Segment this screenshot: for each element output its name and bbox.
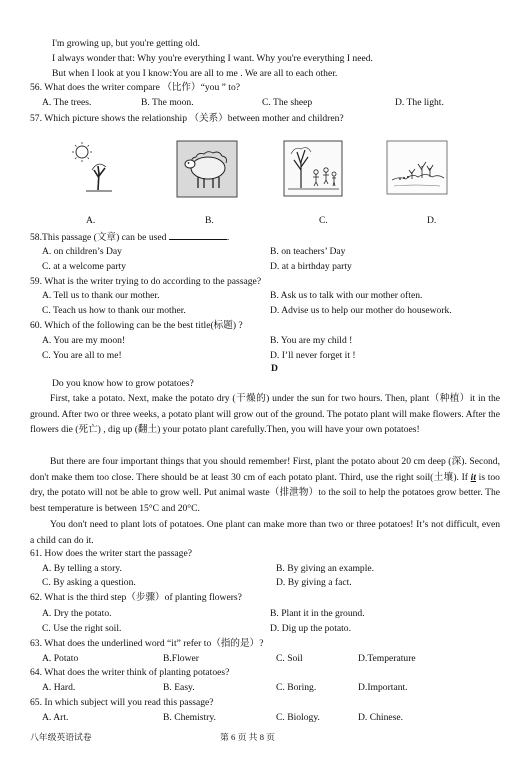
- poem-line-1: I'm growing up, but you're getting old.: [52, 38, 200, 49]
- question-58: [30, 231, 229, 244]
- question-59: 59. What is the writer trying to do according to the passage?: [30, 276, 262, 287]
- q58-option-d: D. at a birthday party: [270, 261, 352, 272]
- q60-option-c: C. You are all to me!: [42, 350, 122, 361]
- question-63: 63. What does the underlined word “it” refer to（指的是）?: [30, 638, 264, 649]
- q56-option-d: D. The light.: [395, 97, 444, 108]
- q60-answer-letter: D: [271, 363, 278, 374]
- q62-option-c: C. Use the right soil.: [42, 623, 122, 634]
- q63-option-c: C. Soil: [276, 653, 303, 664]
- q56-option-c: C. The sheep: [262, 97, 313, 108]
- q63-option-d: D.Temperature: [358, 653, 416, 664]
- q60-option-b: B. You are my child !: [270, 335, 353, 346]
- q59-option-a: A. Tell us to thank our mother.: [42, 290, 160, 301]
- q65-option-d: D. Chinese.: [358, 712, 404, 723]
- q61-option-d: D. By giving a fact.: [276, 577, 352, 588]
- footer-page-number: 第 6 页 共 8 页: [220, 732, 275, 742]
- question-60: 60. Which of the following can be the best title(标题) ?: [30, 320, 243, 331]
- q59-option-b: B. Ask us to talk with our mother often.: [270, 290, 423, 301]
- p2-part-1: But there are four important things that you should remember! First, plant the potato about 20 cm deep (深). Second, don't make them too close. There should be at least 30 cm of each potato plant. Third, use the right soil(土壤). If: [30, 456, 500, 483]
- q63-option-a: A. Potato: [42, 653, 79, 664]
- poem-line-3: But when I look at you I know:You are all to me . We are all to each other.: [52, 68, 338, 79]
- q57-option-d: D.: [427, 215, 437, 226]
- picture-c-tree-children: [283, 140, 343, 197]
- q57-option-b: B.: [205, 215, 214, 226]
- q62-option-b: B. Plant it in the ground.: [270, 608, 365, 619]
- passage-paragraph-1: First, take a potato. Next, make the potato dry (干燥的) under the sun for two hours. Then, plant（种植）it in the ground. After two or three weeks, a potato plant will grow out of the ground. The potato plant will make flowers. After the flowers die (死亡) , dig up (翻土) your potato plant carefully.Then, you will have your own potatoes!: [30, 393, 500, 436]
- q65-option-c: C. Biology.: [276, 712, 320, 723]
- question-61: 61. How does the writer start the passage?: [30, 548, 192, 559]
- q58-option-a: A. on children’s Day: [42, 246, 122, 257]
- q56-option-a: A. The trees.: [42, 97, 92, 108]
- q57-option-a: A.: [86, 215, 96, 226]
- q64-option-b: B. Easy.: [163, 682, 195, 693]
- question-64: 64. What does the writer think of planting potatoes?: [30, 667, 230, 678]
- poem-line-2: I always wonder that: Why you're everything I want. Why you're everything I need.: [52, 53, 373, 64]
- q60-option-a: A. You are my moon!: [42, 335, 126, 346]
- underlined-word-it: it: [470, 471, 476, 483]
- q58-stem: 58.This passage (文章) can be used: [30, 232, 167, 243]
- passage-title: Do you know how to grow potatoes?: [52, 378, 194, 389]
- q62-option-a: A. Dry the potato.: [42, 608, 112, 619]
- q61-option-a: A. By telling a story.: [42, 563, 122, 574]
- question-62: 62. What is the third step（步骤）of planting flowers?: [30, 592, 242, 603]
- q64-option-c: C. Boring.: [276, 682, 317, 693]
- q64-option-a: A. Hard.: [42, 682, 76, 693]
- footer-exam-name: 八年级英语试卷: [30, 732, 92, 742]
- q57-option-c: C.: [319, 215, 328, 226]
- q65-option-b: B. Chemistry.: [163, 712, 216, 723]
- q58-option-c: C. at a welcome party: [42, 261, 126, 272]
- q58-answer-blank: [169, 231, 227, 240]
- q59-option-c: C. Teach us how to thank our mother.: [42, 305, 186, 316]
- q60-option-d: D. I’ll never forget it !: [270, 350, 356, 361]
- picture-a-sun-tree: [68, 140, 118, 195]
- q56-option-b: B. The moon.: [141, 97, 194, 108]
- passage-paragraph-2: [30, 454, 500, 516]
- passage-paragraph-3: You don't need to plant lots of potatoes. One plant can make more than two or three potatoes! It’s not difficult, even a child can do it.: [30, 519, 500, 546]
- q63-option-b: B.Flower: [163, 653, 199, 664]
- q61-option-c: C. By asking a question.: [42, 577, 136, 588]
- q61-option-b: B. By giving an example.: [276, 563, 375, 574]
- q62-option-d: D. Dig up the potato.: [270, 623, 352, 634]
- p2-part-2: is too dry, the potato will not be able to grow well. Put animal waste（排泄物）to the soil to help the potatoes grow better. The best temperature is between 15°C and 20°C.: [30, 471, 500, 514]
- question-65: 65. In which subject will you read this passage?: [30, 697, 214, 708]
- question-57: 57. Which picture shows the relationship （关系）between mother and children?: [30, 113, 344, 124]
- picture-b-sheep: [176, 140, 238, 198]
- question-56: 56. What does the writer compare （比作）“you ” to?: [30, 82, 241, 93]
- q58-stem-end: .: [226, 232, 230, 243]
- q64-option-d: D.Important.: [358, 682, 408, 693]
- picture-d-landscape: [386, 140, 448, 195]
- q58-option-b: B. on teachers’ Day: [270, 246, 346, 257]
- q65-option-a: A. Art.: [42, 712, 69, 723]
- q59-option-d: D. Advise us to help our mother do housework.: [270, 305, 452, 316]
